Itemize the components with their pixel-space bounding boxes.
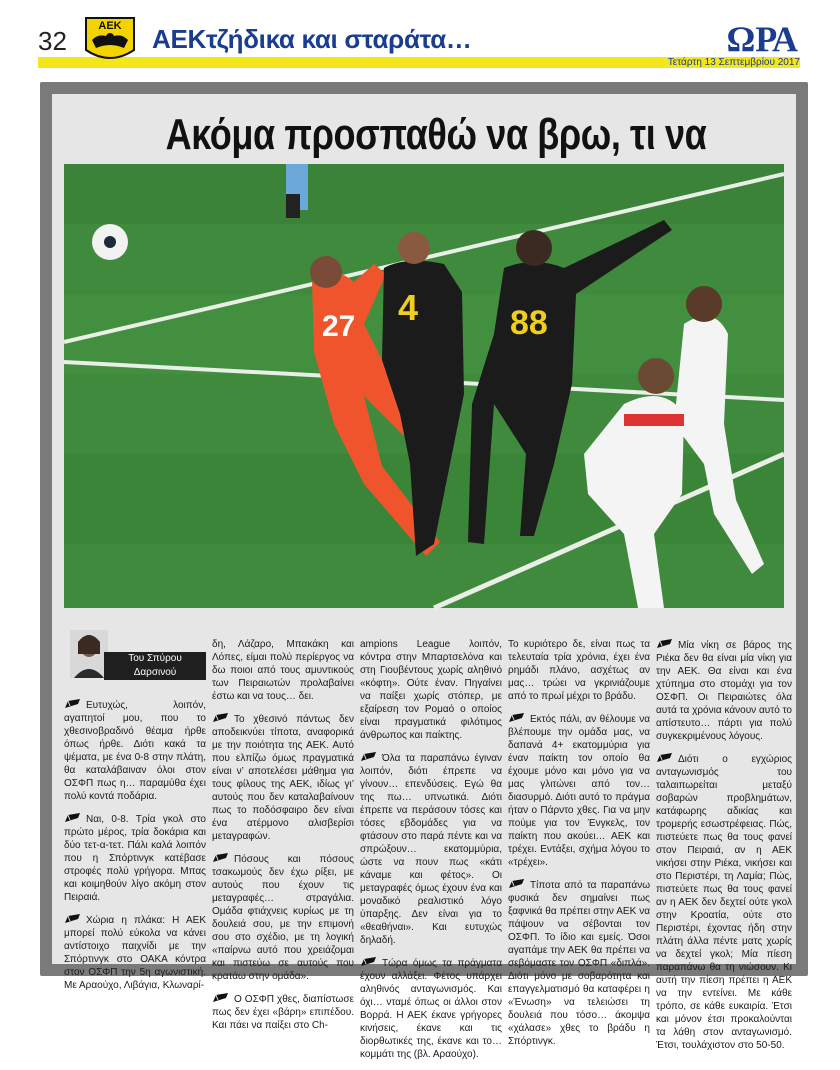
section-title: ΑΕΚτζήδικα και σταράτα…	[152, 24, 472, 54]
author-box	[64, 624, 210, 686]
paragraph: Τώρα όμως τα πράγματα έχουν αλλάξει. Φέτος υπάρχει αληθινός ανταγωνισμός. Και όχι… νταμέ όπως οι άλλοι στον Βορρά. Η ΑΕΚ έκανε γρήγορες κινήσεις, έκανε και τις διορθωτικές της, έκανε και το… κομμάτι της (βλ. Αραούχο).	[360, 958, 502, 1060]
jersey-number-4: 4	[398, 287, 419, 328]
paragraph: Το χθεσινό πάντως δεν αποδεικνύει τίποτα, αναφορικά με την ποιότητα της ΑΕΚ. Αυτό που ελπίζω όμως πραγματικά είναι ν’ αποτελέσει μάθημα για τους φίλους της ΑΕΚ, ιδίως γι’ αυτούς που δεν καταλαβαίνουν πως το ποδόσφαιρο δεν είναι ένα ατέρμονο αλισβερίσι μεταγραφών.	[212, 714, 354, 842]
page-number: 32	[38, 26, 67, 56]
paragraph: ampions League λοιπόν, κόντρα στην Μπαρτσελόνα και στη Γιουβέντους χωρίς αληθινό «κόφτη». Ούτε έναν. Πηγαίνει να παίξει χωρίς στόπερ, με εξαίρεση τον Ρομαό ο οποίος είναι πραγματικά φιλότιμος άνθρωπος και παίκτης.	[360, 639, 502, 741]
page-header	[0, 0, 840, 72]
jersey-number-27: 27	[322, 310, 356, 343]
paragraph: Ναι, 0-8. Τρία γκολ στο πρώτο μέρος, τρία δοκάρια και δύο τετ-α-τετ. Πάλι καλά λοιπόν που η Σπόρτινγκ κατέβασε στροφές πολύ γρήγορα. Μπας και κοιμηθούν λίγο ακόμη στον Πειραιά.	[64, 814, 206, 903]
pen-icon	[212, 712, 230, 723]
pen-icon	[64, 913, 82, 924]
column-1	[64, 698, 206, 1001]
pen-icon	[212, 852, 230, 863]
paragraph: Μία νίκη σε βάρος της Ριέκα δεν θα είναι μία νίκη για την ΑΕΚ. Θα είναι και ένα χτύπημα στο στομάχι για τον ΟΣΦΠ. Οι Πειραιώτες όλα αυτά τα χρόνια κάνουν αυτό το απίστευτο… πάρτι για πολύ συγκεκριμένους λόγους.	[656, 640, 792, 742]
jersey-number-88: 88	[510, 304, 548, 342]
paragraph: Χώρια η πλάκα: Η ΑΕΚ μπορεί πολύ εύκολα να κάνει αντίστοιχο παιχνίδι με την Σπόρτινγκ στο ΟΑΚΑ κόντρα στον ΟΣΦΠ την 5η αγωνιστική. Με Αραούχο, Λιβάγια, Κλωναρί-	[64, 915, 206, 991]
paragraph: Το κυριότερο δε, είναι πως τα τελευταία τρία χρόνια, έχει ένα ρημάδι πλάνο, ασχέτως αν μας… τρώει να γκρινιάζουμε από το πρωί μέχρι το βράδυ.	[508, 639, 650, 702]
author-avatar	[70, 630, 108, 678]
paragraph: Τίποτα από τα παραπάνω φυσικά δεν σημαίνει πως ξαφνικά θα πρέπει στην ΑΕΚ να πάψουν να σέβονται τον ΟΣΦΠ. Το ίδιο και εμείς. Όσοι αγαπάμε την ΑΕΚ θα πρέπει να σεβόμαστε τον ΟΣΦΠ «διπλά». Διότι μόνο με σοβαρότητα και επαγγελματισμό θα καταφέρει η «Ένωση» να τελειώσει τη δουλειά που τόσο… άκομψα «χάλασε» χθες το βράδυ η Σπόρτινγκ.	[508, 880, 650, 1047]
pen-icon	[64, 812, 82, 823]
column-5	[656, 638, 792, 1061]
article-headline: Ακόμα προσπαθώ να βρω, τι να	[165, 110, 707, 159]
aek-logo-lettering: ΑΕΚ	[98, 20, 122, 32]
paragraph: Πόσους και πόσους τσακωμούς δεν έχω ρίξει, με αυτούς που έχουν τις μεταγραφές… στραγάλια. Ομάδα φτιάχνεις κυρίως με τη δουλειά σου, με την επιμονή σου στο σχέδιο, με τη λογική «παίρνω αυτό που χρειάζομαι και πιστεύω σε αυτούς που κρατάω στην ομάδα».	[212, 854, 354, 982]
paragraph: Εκτός πάλι, αν θέλουμε να βλέπουμε την ομάδα μας, να δαπανά 4+ εκατομμύρια για έναν παίκτη τον οποίο θα έχουμε μόνο και μόνο για να μας γλιτώνει από τον… διασυρμό. Διότι αυτό το πράγμα ήταν ο Πάρντο χθες. Για να μην πούμε για τον Ένγκελς, τον παίκτη που ακούει… ΑΕΚ και τρέχει. Εντάξει, σχήμα λόγου το «τρέχει».	[508, 714, 650, 868]
pen-icon	[508, 878, 526, 889]
paragraph: δη, Λάζαρο, Μπακάκη και Λόπες, είμαι πολύ περίεργος να δω ποιοι από τους αμυντικούς των Πειραιωτών προλαβαίνει έστω και να τους… δει.	[212, 639, 354, 702]
pen-icon	[656, 638, 674, 649]
pen-icon	[508, 712, 526, 723]
pen-icon	[360, 956, 378, 967]
paragraph: Ευτυχώς, λοιπόν, αγαπητοί μου, που το χθεσινοβραδινό θέαμα ήρθε όπως ήρθε. Διότι κακά τα ψέματα, με ένα 0-8 στην πλάτη, θα καταλάβαιναν όλοι στον ΟΣΦΠ πως η… παραμύθα έχει πολύ κοντά ποδάρια.	[64, 700, 206, 802]
issue-date: Τετάρτη 13 Σεπτεμβρίου 2017	[667, 57, 800, 68]
pen-icon	[212, 992, 230, 1003]
paragraph: Όλα τα παραπάνω έγιναν λοιπόν, διότι έπρεπε να γίνουν… επενδύσεις. Εγώ θα της πω… υπνωτικά. Διότι έπρεπε να περάσουν τόσες και τόσες εβδομάδες για να φτάσουν στο παρά πέντε και να σπρώξουν… εκατομμύρια, ώστε να πουν πως «κάτι κάναμε και φέτος». Οι μεταγραφές όμως έχουν ένα και μοναδικό ρεαλιστικό λόγο ύπαρξης. Δεν είναι για το «θεαθήναι». Και ευτυχώς δηλαδή.	[360, 753, 502, 946]
article-frame	[40, 82, 808, 1060]
paragraph: Ο ΟΣΦΠ χθες, διαπίστωσε πως δεν έχει «βάρη» επιπέδου. Και πάει να παίξει στο Ch-	[212, 994, 354, 1031]
column-3	[360, 638, 502, 1070]
paper-logo: ΩΡΑ	[726, 19, 798, 59]
author-line2: Δαρσινού	[104, 666, 206, 680]
aek-logo	[82, 14, 138, 66]
author-line1: Του Σπύρου	[104, 652, 206, 666]
pen-icon	[360, 751, 378, 762]
column-2	[212, 638, 354, 1041]
paragraph: Διότι ο εγχώριος ανταγωνισμός του ταλαιπωρείται μεταξύ σοβαρών προβλημάτων, κατάφωρης αδικίας και τρομερής εσωστρέφειας. Πώς, πιστεύετε πως θα τους φανεί στον Πειραιά, αν η ΑΕΚ νικήσει στην Ριέκα, νικήσει και στο Περιστέρι, τη Λαμία; Πώς, πιστεύετε πως θα τους φανεί αν η ΑΕΚ δεν δεχτεί ούτε γκολ στην Κροατία, ούτε στο Περιστέρι, έχοντας ήδη στην πλάτη άλλα πέντε ματς χωρίς να δεχτεί γκολ; Μία πίεση παραπάνω θα τη νιώσουν. Κι αυτή την πίεση πρέπει η ΑΕΚ να την εντείνει. Με κάθε τρόπο, σε κάθε ευκαιρία. Έτσι και μόνον έτσι προκαλούνται τα λάθη στον ανταγωνισμό. Έτσι, τουλάχιστον στο 50-50.	[656, 754, 792, 1051]
pen-icon	[656, 752, 674, 763]
column-4	[508, 638, 650, 1057]
pen-icon	[64, 698, 82, 709]
match-photo	[64, 164, 784, 608]
